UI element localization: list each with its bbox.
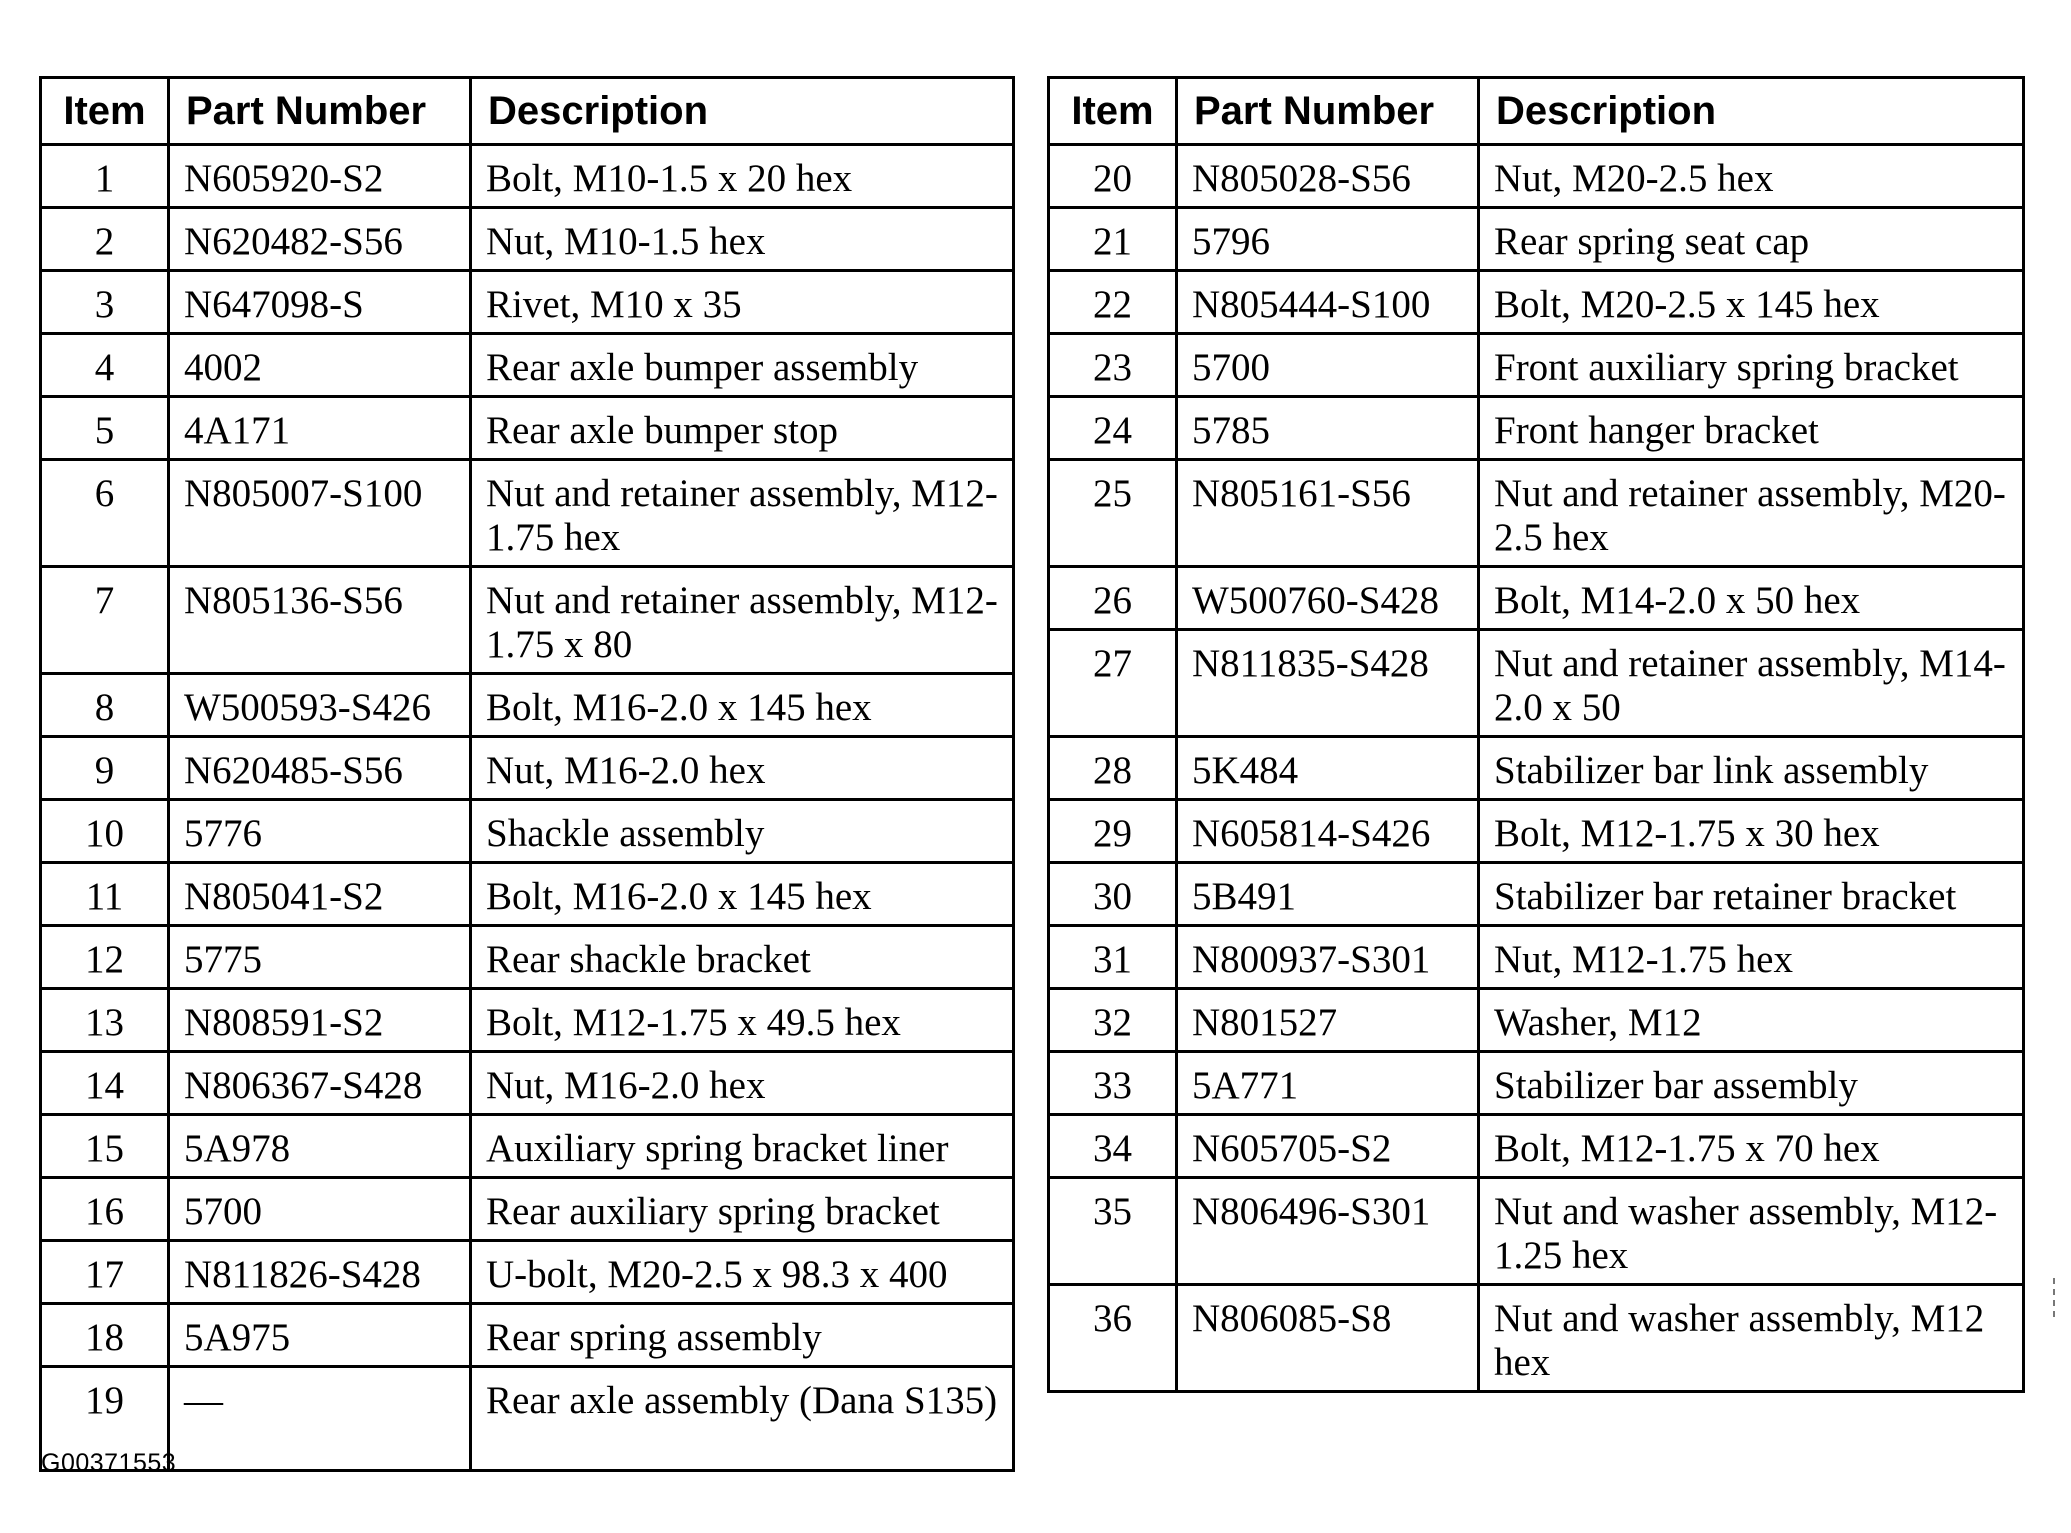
table-row [41, 1178, 1014, 1241]
table-header-row [41, 78, 1014, 145]
cell-part-number: N805161-S56 [1177, 460, 1479, 567]
header-part-number: Part Number [1177, 78, 1479, 145]
cell-part-number: N806085-S8 [1177, 1285, 1479, 1392]
table-row [1049, 1178, 2024, 1285]
cell-item: 9 [41, 737, 169, 800]
table-row [1049, 334, 2024, 397]
cell-part-number: N805136-S56 [169, 567, 471, 674]
scan-edge-mark [2053, 1278, 2055, 1320]
cell-description: Shackle assembly [471, 800, 1014, 863]
cell-part-number: 5B491 [1177, 863, 1479, 926]
cell-item: 6 [41, 460, 169, 567]
cell-item: 31 [1049, 926, 1177, 989]
cell-part-number: N620485-S56 [169, 737, 471, 800]
cell-part-number: N605705-S2 [1177, 1115, 1479, 1178]
cell-description: Bolt, M10-1.5 x 20 hex [471, 145, 1014, 208]
cell-description: Front hanger bracket [1479, 397, 2024, 460]
table-row [41, 737, 1014, 800]
cell-description: Nut and washer assembly, M12-1.25 hex [1479, 1178, 2024, 1285]
table-row [41, 800, 1014, 863]
cell-description: Stabilizer bar retainer bracket [1479, 863, 2024, 926]
table-row [41, 145, 1014, 208]
cell-item: 30 [1049, 863, 1177, 926]
cell-part-number: 5K484 [1177, 737, 1479, 800]
cell-part-number: 5700 [169, 1178, 471, 1241]
header-item: Item [41, 78, 169, 145]
cell-item: 5 [41, 397, 169, 460]
cell-part-number: N620482-S56 [169, 208, 471, 271]
parts-table-left [39, 76, 1015, 1472]
cell-description: Nut, M12-1.75 hex [1479, 926, 2024, 989]
cell-description: Bolt, M16-2.0 x 145 hex [471, 674, 1014, 737]
cell-description: Auxiliary spring bracket liner [471, 1115, 1014, 1178]
figure-id: G00371553 [41, 1449, 177, 1477]
table-row [41, 334, 1014, 397]
cell-description: Bolt, M12-1.75 x 49.5 hex [471, 989, 1014, 1052]
cell-description: Stabilizer bar assembly [1479, 1052, 2024, 1115]
cell-description: Nut and retainer assembly, M20-2.5 hex [1479, 460, 2024, 567]
cell-description: Nut, M16-2.0 hex [471, 1052, 1014, 1115]
cell-description: Nut and retainer assembly, M12-1.75 x 80 [471, 567, 1014, 674]
table-row [41, 460, 1014, 567]
table-row [1049, 737, 2024, 800]
cell-part-number: 5785 [1177, 397, 1479, 460]
cell-item: 11 [41, 863, 169, 926]
cell-description: Rear auxiliary spring bracket [471, 1178, 1014, 1241]
cell-item: 20 [1049, 145, 1177, 208]
cell-part-number: N806496-S301 [1177, 1178, 1479, 1285]
table-row [1049, 145, 2024, 208]
cell-description: Bolt, M12-1.75 x 30 hex [1479, 800, 2024, 863]
table-row [41, 1115, 1014, 1178]
cell-description: Nut and retainer assembly, M14-2.0 x 50 [1479, 630, 2024, 737]
cell-part-number: 4A171 [169, 397, 471, 460]
cell-item: 15 [41, 1115, 169, 1178]
cell-description: Rear axle bumper assembly [471, 334, 1014, 397]
table-row [1049, 926, 2024, 989]
cell-item: 29 [1049, 800, 1177, 863]
cell-part-number: N805028-S56 [1177, 145, 1479, 208]
cell-item: 27 [1049, 630, 1177, 737]
cell-part-number: 5775 [169, 926, 471, 989]
cell-item: 4 [41, 334, 169, 397]
table-row [41, 208, 1014, 271]
table-body-left [41, 145, 1014, 1471]
cell-part-number: N605920-S2 [169, 145, 471, 208]
table-row [1049, 271, 2024, 334]
cell-part-number: 5700 [1177, 334, 1479, 397]
cell-description: Rear shackle bracket [471, 926, 1014, 989]
cell-description: Nut, M10-1.5 hex [471, 208, 1014, 271]
parts-table-right [1047, 76, 2025, 1393]
cell-description: Rear spring seat cap [1479, 208, 2024, 271]
cell-part-number: 4002 [169, 334, 471, 397]
cell-description: Nut and washer assembly, M12 hex [1479, 1285, 2024, 1392]
table-row [1049, 630, 2024, 737]
header-part-number: Part Number [169, 78, 471, 145]
table-header-row [1049, 78, 2024, 145]
cell-part-number: 5A771 [1177, 1052, 1479, 1115]
table-row [1049, 1052, 2024, 1115]
table-row [41, 1052, 1014, 1115]
cell-part-number: N801527 [1177, 989, 1479, 1052]
table-row [41, 674, 1014, 737]
table-row [1049, 208, 2024, 271]
cell-item: 24 [1049, 397, 1177, 460]
cell-item: 19 [41, 1367, 169, 1471]
cell-part-number: 5A978 [169, 1115, 471, 1178]
cell-part-number: N647098-S [169, 271, 471, 334]
cell-item: 17 [41, 1241, 169, 1304]
cell-part-number: N806367-S428 [169, 1052, 471, 1115]
table-row [41, 989, 1014, 1052]
cell-item: 32 [1049, 989, 1177, 1052]
cell-part-number: N811826-S428 [169, 1241, 471, 1304]
cell-description: Front auxiliary spring bracket [1479, 334, 2024, 397]
cell-part-number: — [169, 1367, 471, 1471]
cell-description: Nut, M20-2.5 hex [1479, 145, 2024, 208]
table-row [1049, 1285, 2024, 1392]
cell-part-number: N811835-S428 [1177, 630, 1479, 737]
header-description: Description [471, 78, 1014, 145]
cell-item: 23 [1049, 334, 1177, 397]
cell-item: 33 [1049, 1052, 1177, 1115]
cell-item: 35 [1049, 1178, 1177, 1285]
cell-item: 3 [41, 271, 169, 334]
cell-item: 10 [41, 800, 169, 863]
table-row [41, 397, 1014, 460]
cell-description: Rear axle assembly (Dana S135) [471, 1367, 1014, 1471]
cell-item: 34 [1049, 1115, 1177, 1178]
table-row [1049, 397, 2024, 460]
cell-description: Rear axle bumper stop [471, 397, 1014, 460]
table-row [41, 271, 1014, 334]
cell-part-number: W500760-S428 [1177, 567, 1479, 630]
cell-item: 8 [41, 674, 169, 737]
cell-part-number: W500593-S426 [169, 674, 471, 737]
cell-description: Bolt, M16-2.0 x 145 hex [471, 863, 1014, 926]
table-row [41, 1241, 1014, 1304]
table-row [41, 926, 1014, 989]
cell-item: 26 [1049, 567, 1177, 630]
cell-part-number: N605814-S426 [1177, 800, 1479, 863]
cell-description: Rear spring assembly [471, 1304, 1014, 1367]
table-row [1049, 1115, 2024, 1178]
table-row [41, 1367, 1014, 1471]
cell-description: Stabilizer bar link assembly [1479, 737, 2024, 800]
header-item: Item [1049, 78, 1177, 145]
table-row [1049, 989, 2024, 1052]
cell-item: 16 [41, 1178, 169, 1241]
cell-item: 1 [41, 145, 169, 208]
cell-description: Nut and retainer assembly, M12-1.75 hex [471, 460, 1014, 567]
table-row [41, 863, 1014, 926]
cell-item: 36 [1049, 1285, 1177, 1392]
table-row [41, 1304, 1014, 1367]
table-body-right [1049, 145, 2024, 1392]
cell-item: 21 [1049, 208, 1177, 271]
table-row [1049, 800, 2024, 863]
cell-item: 13 [41, 989, 169, 1052]
cell-item: 18 [41, 1304, 169, 1367]
cell-item: 14 [41, 1052, 169, 1115]
cell-item: 22 [1049, 271, 1177, 334]
table-row [1049, 460, 2024, 567]
table-row [41, 567, 1014, 674]
cell-part-number: N805041-S2 [169, 863, 471, 926]
cell-item: 2 [41, 208, 169, 271]
cell-item: 12 [41, 926, 169, 989]
cell-item: 7 [41, 567, 169, 674]
cell-description: Rivet, M10 x 35 [471, 271, 1014, 334]
cell-description: Nut, M16-2.0 hex [471, 737, 1014, 800]
cell-part-number: 5A975 [169, 1304, 471, 1367]
cell-part-number: N808591-S2 [169, 989, 471, 1052]
cell-description: U-bolt, M20-2.5 x 98.3 x 400 [471, 1241, 1014, 1304]
cell-part-number: 5776 [169, 800, 471, 863]
cell-part-number: N805007-S100 [169, 460, 471, 567]
cell-description: Washer, M12 [1479, 989, 2024, 1052]
cell-part-number: 5796 [1177, 208, 1479, 271]
cell-description: Bolt, M20-2.5 x 145 hex [1479, 271, 2024, 334]
cell-item: 28 [1049, 737, 1177, 800]
table-row [1049, 567, 2024, 630]
cell-part-number: N800937-S301 [1177, 926, 1479, 989]
cell-description: Bolt, M14-2.0 x 50 hex [1479, 567, 2024, 630]
table-row [1049, 863, 2024, 926]
header-description: Description [1479, 78, 2024, 145]
cell-description: Bolt, M12-1.75 x 70 hex [1479, 1115, 2024, 1178]
cell-part-number: N805444-S100 [1177, 271, 1479, 334]
cell-item: 25 [1049, 460, 1177, 567]
